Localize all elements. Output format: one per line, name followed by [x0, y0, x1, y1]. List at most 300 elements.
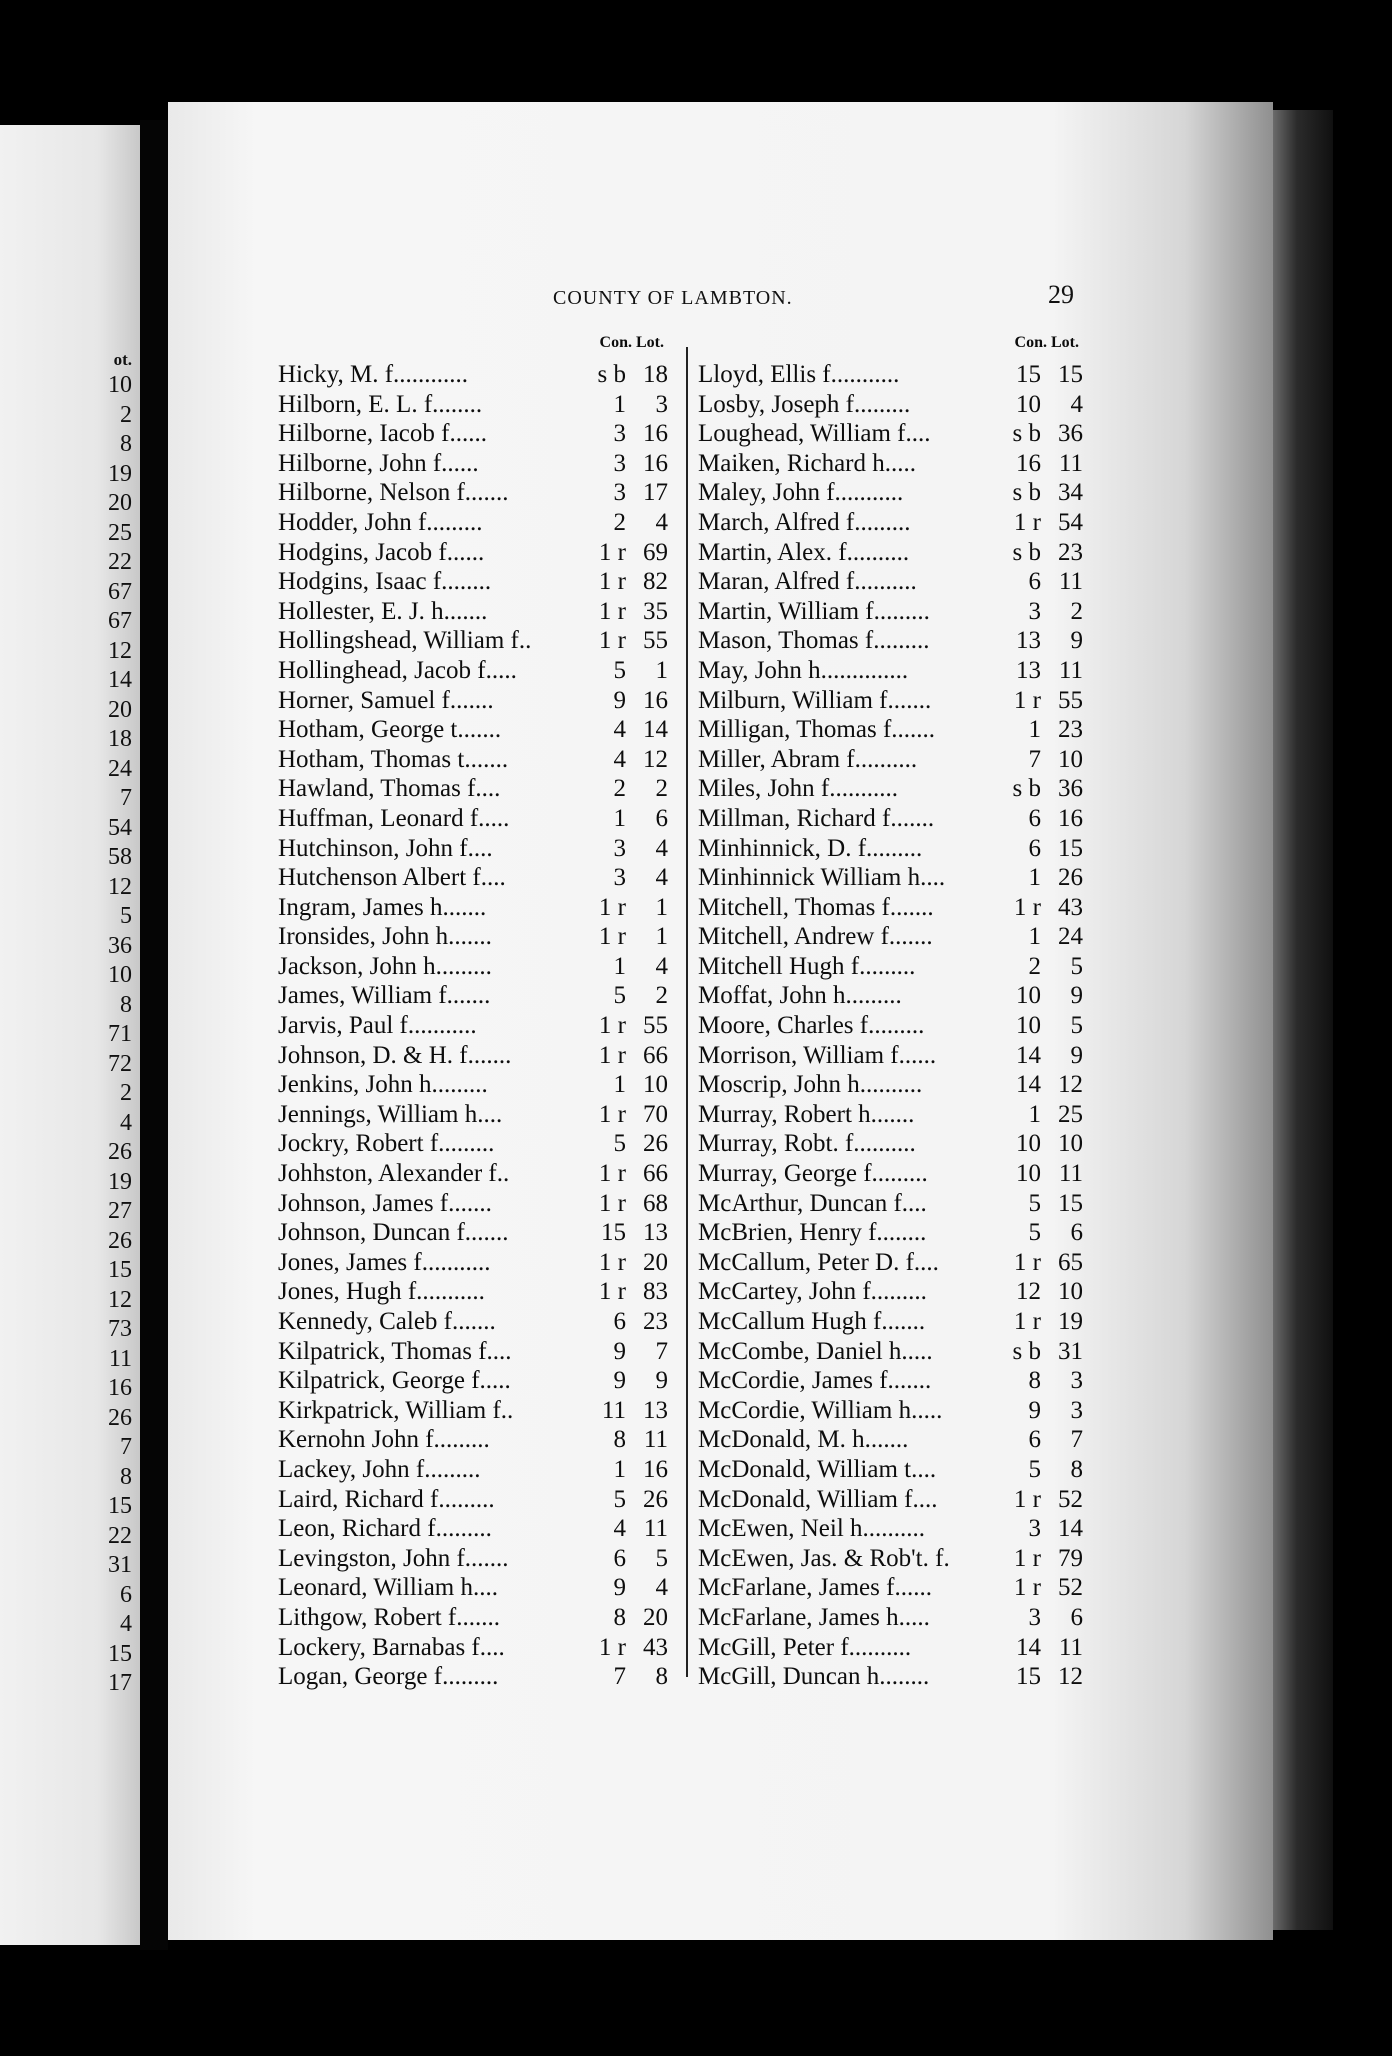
list-item	[698, 834, 1083, 864]
list-item	[278, 774, 668, 804]
entry-con: 6	[1028, 568, 1041, 596]
entry-name: McCordie, James f.......	[698, 1367, 932, 1395]
entry-name: Horner, Samuel f.......	[278, 686, 494, 714]
list-item	[278, 567, 668, 597]
entry-con: 2	[613, 508, 626, 536]
book-gutter	[140, 120, 168, 1950]
list-item	[698, 774, 1083, 804]
entry-con: 5	[613, 982, 626, 1010]
list-item	[698, 1662, 1083, 1692]
list-item	[698, 1041, 1083, 1071]
entry-name: Jockry, Robert f.........	[278, 1130, 495, 1158]
entry-con: 5	[613, 1130, 626, 1158]
entry-con: 1 r	[1013, 1544, 1041, 1572]
entry-lot: 3	[1070, 1396, 1083, 1424]
list-item	[278, 419, 668, 449]
entry-lot: 65	[1058, 1248, 1083, 1276]
entry-con: 6	[613, 1544, 626, 1572]
entry-lot: 16	[1058, 804, 1083, 832]
entry-con: 6	[613, 1308, 626, 1335]
entry-lot: 69	[643, 538, 668, 566]
facing-page-lot: 67	[108, 578, 132, 605]
entry-con: 13	[1016, 656, 1041, 684]
entry-con: 14	[1016, 1633, 1041, 1661]
entry-con: 15	[1016, 1663, 1041, 1691]
entry-lot: 9	[655, 1367, 668, 1395]
entry-name: McCallum Hugh f.......	[698, 1308, 926, 1335]
entry-con: 10	[1016, 1130, 1041, 1158]
facing-page-lot: 20	[108, 490, 132, 516]
entry-lot: 9	[1070, 627, 1083, 655]
entry-con: s b	[1012, 538, 1041, 566]
entry-con: 14	[1016, 1071, 1041, 1099]
entry-list	[698, 360, 1083, 1692]
entry-con: 10	[1016, 1160, 1041, 1188]
entry-lot: 14	[1058, 1515, 1083, 1543]
entry-con: 3	[613, 479, 626, 507]
entry-lot: 1	[655, 656, 668, 684]
entry-con: 1	[1028, 1100, 1041, 1128]
entry-con: 8	[1028, 1367, 1041, 1395]
entry-name: Martin, William f.........	[698, 597, 930, 625]
entry-con: 1 r	[598, 1633, 626, 1661]
entry-name: Jennings, William h....	[278, 1100, 503, 1128]
entry-name: Losby, Joseph f.........	[698, 390, 911, 418]
entry-name: Mitchell, Andrew f.......	[698, 923, 933, 951]
entry-lot: 20	[643, 1248, 668, 1276]
entry-con: 7	[1028, 745, 1041, 773]
entry-name: Moscrip, John h..........	[698, 1071, 923, 1099]
entry-name: McCallum, Peter D. f....	[698, 1248, 939, 1276]
list-item	[698, 1425, 1083, 1455]
list-item	[698, 1070, 1083, 1100]
entry-name: Martin, Alex. f..........	[698, 538, 910, 566]
entry-lot: 13	[643, 1219, 668, 1247]
list-item	[278, 1337, 668, 1367]
facing-page-lot: 8	[120, 1463, 132, 1490]
list-item	[278, 1218, 668, 1248]
list-item	[278, 1396, 668, 1426]
facing-page-lot: 4	[120, 1109, 132, 1136]
list-item	[278, 656, 668, 686]
entry-lot: 6	[655, 804, 668, 832]
entry-name: May, John h..............	[698, 656, 909, 684]
entry-con: 1 r	[598, 893, 626, 921]
entry-name: McFarlane, James h.....	[698, 1603, 930, 1631]
list-item	[698, 863, 1083, 893]
entry-name: Laird, Richard f.........	[278, 1485, 495, 1513]
list-item	[698, 449, 1083, 479]
entry-con: 1	[613, 1455, 626, 1483]
entry-con: 1 r	[1013, 508, 1041, 536]
list-item	[278, 597, 668, 627]
entry-lot: 19	[1058, 1308, 1083, 1335]
entry-lot: 31	[1058, 1337, 1083, 1365]
entry-name: Kirkpatrick, William f..	[278, 1396, 514, 1424]
entry-lot: 35	[643, 597, 668, 625]
entry-lot: 83	[643, 1278, 668, 1306]
entry-name: Lithgow, Robert f.......	[278, 1603, 500, 1631]
list-item	[698, 1633, 1083, 1663]
entry-name: McArthur, Duncan f....	[698, 1189, 927, 1217]
list-item	[278, 1603, 668, 1633]
entry-lot: 15	[1058, 1189, 1083, 1217]
list-item	[278, 1011, 668, 1041]
list-item	[278, 1366, 668, 1396]
entry-name: Milburn, William f.......	[698, 686, 932, 714]
entry-con: 1 r	[598, 568, 626, 596]
entry-con: 10	[1016, 982, 1041, 1010]
entry-con: 15	[601, 1219, 626, 1247]
list-item	[698, 538, 1083, 568]
entry-lot: 11	[1058, 656, 1083, 684]
list-item	[698, 1129, 1083, 1159]
entry-lot: 66	[643, 1160, 668, 1188]
entry-lot: 36	[1058, 775, 1083, 803]
running-head: COUNTY OF LAMBTON.	[553, 287, 793, 309]
entry-name: Moffat, John h.........	[698, 982, 902, 1010]
list-item	[698, 1337, 1083, 1367]
entry-lot: 2	[655, 775, 668, 803]
facing-page-lot: 12	[108, 873, 132, 900]
list-item	[698, 1011, 1083, 1041]
entry-con: 4	[613, 745, 626, 773]
list-item	[698, 1573, 1083, 1603]
entry-lot: 16	[643, 449, 668, 477]
entry-name: Jones, Hugh f...........	[278, 1278, 485, 1306]
entry-lot: 23	[1058, 716, 1083, 744]
entry-lot: 5	[655, 1544, 668, 1572]
list-item	[698, 1485, 1083, 1515]
entry-con: 6	[1028, 804, 1041, 832]
entry-name: Maley, John f...........	[698, 479, 904, 507]
list-item	[698, 508, 1083, 538]
entry-lot: 23	[1058, 538, 1083, 566]
entry-con: 2	[1028, 952, 1041, 980]
entry-lot: 11	[1058, 449, 1083, 477]
entry-name: Hollingshead, William f..	[278, 627, 532, 655]
list-item	[278, 1041, 668, 1071]
entry-name: Lockery, Barnabas f....	[278, 1633, 505, 1661]
entry-name: Miller, Abram f..........	[698, 745, 918, 773]
list-item	[278, 1514, 668, 1544]
entry-name: Jenkins, John h.........	[278, 1071, 488, 1099]
facing-page-lot: 20	[108, 696, 132, 723]
entry-lot: 12	[1058, 1663, 1083, 1691]
page-edge	[1273, 110, 1333, 1930]
entry-lot: 11	[1058, 1160, 1083, 1188]
entry-lot: 5	[1070, 952, 1083, 980]
entry-con: s b	[1012, 420, 1041, 448]
entry-lot: 16	[643, 420, 668, 448]
entry-name: Leon, Richard f.........	[278, 1515, 492, 1543]
list-item	[698, 1248, 1083, 1278]
facing-page-lot: 58	[108, 844, 132, 870]
entry-lot: 5	[1070, 1012, 1083, 1040]
entry-lot: 66	[643, 1041, 668, 1069]
entry-con: 1 r	[598, 538, 626, 566]
list-item	[278, 1662, 668, 1692]
entry-con: 1	[1028, 864, 1041, 892]
entry-con: 12	[1016, 1278, 1041, 1306]
facing-page-lot: 5	[120, 903, 132, 929]
entry-con: 9	[613, 1367, 626, 1395]
entry-name: Loughead, William f....	[698, 420, 931, 448]
entry-lot: 25	[1058, 1100, 1083, 1128]
entry-lot: 16	[643, 1455, 668, 1483]
entry-name: Hollester, E. J. h.......	[278, 597, 488, 625]
list-item	[278, 1277, 668, 1307]
list-item	[698, 893, 1083, 923]
facing-page-lot: 19	[108, 460, 132, 487]
entry-name: Minhinnick William h....	[698, 864, 946, 892]
entry-lot: 2	[655, 982, 668, 1010]
facing-page-lot: 16	[108, 1375, 132, 1401]
list-item	[278, 715, 668, 745]
entry-lot: 6	[1070, 1603, 1083, 1631]
list-item	[698, 567, 1083, 597]
entry-con: 4	[613, 716, 626, 744]
entry-lot: 52	[1058, 1574, 1083, 1602]
entry-name: McDonald, William f....	[698, 1485, 938, 1513]
list-item	[278, 1248, 668, 1278]
entry-lot: 55	[643, 1012, 668, 1040]
entry-name: Hilborne, Iacob f......	[278, 420, 487, 448]
entry-lot: 23	[643, 1308, 668, 1335]
entry-name: Logan, George f.........	[278, 1663, 499, 1691]
entry-lot: 70	[643, 1100, 668, 1128]
entry-lot: 7	[1070, 1426, 1083, 1454]
facing-page-lot: 10	[108, 962, 132, 988]
list-item	[278, 449, 668, 479]
entry-lot: 4	[655, 952, 668, 980]
entry-name: Jarvis, Paul f...........	[278, 1012, 477, 1040]
facing-page-lot: 14	[108, 667, 132, 693]
entry-name: James, William f.......	[278, 982, 491, 1010]
entry-con: 5	[613, 656, 626, 684]
entry-list	[278, 360, 668, 1692]
entry-name: Hotham, George t.......	[278, 716, 502, 744]
entry-name: Johnson, Duncan f.......	[278, 1219, 509, 1247]
entry-con: s b	[1012, 479, 1041, 507]
facing-page-lot: 11	[108, 1345, 132, 1372]
entry-lot: 26	[643, 1485, 668, 1513]
list-item	[698, 656, 1083, 686]
entry-lot: 3	[1070, 1367, 1083, 1395]
entry-con: 1	[613, 804, 626, 832]
entry-name: March, Alfred f.........	[698, 508, 911, 536]
entry-name: Hawland, Thomas f....	[278, 775, 501, 803]
entry-con: 5	[1028, 1189, 1041, 1217]
entry-name: McDonald, M. h.......	[698, 1426, 909, 1454]
entry-con: s b	[1012, 1337, 1041, 1365]
list-item	[278, 1129, 668, 1159]
entry-name: Jackson, John h.........	[278, 952, 492, 980]
entry-name: Ironsides, John h.......	[278, 923, 492, 951]
entry-name: Mitchell Hugh f.........	[698, 952, 916, 980]
entry-name: McGill, Duncan h........	[698, 1663, 930, 1691]
facing-page-lot: 22	[108, 549, 132, 575]
entry-lot: 11	[1058, 568, 1083, 596]
list-item	[278, 1307, 668, 1337]
entry-name: McCartey, John f.........	[698, 1278, 927, 1306]
list-item	[698, 1603, 1083, 1633]
list-item	[278, 1544, 668, 1574]
facing-page-header: ot.	[113, 350, 132, 369]
list-item	[278, 626, 668, 656]
page-number: 29	[1048, 280, 1074, 309]
facing-page-lot: 15	[108, 1493, 132, 1519]
entry-lot: 4	[1070, 390, 1083, 418]
entry-con: 1 r	[1013, 893, 1041, 921]
entry-con: 1 r	[1013, 1248, 1041, 1276]
entry-con: 3	[613, 420, 626, 448]
entry-name: McEwen, Jas. & Rob't. f.	[698, 1544, 950, 1572]
list-item	[698, 597, 1083, 627]
list-item	[278, 893, 668, 923]
entry-name: McCordie, William h.....	[698, 1396, 943, 1424]
entry-con: 5	[1028, 1219, 1041, 1247]
list-item	[698, 1277, 1083, 1307]
facing-page-lot: 26	[108, 1227, 132, 1254]
entry-con: 7	[613, 1663, 626, 1691]
list-item	[278, 478, 668, 508]
entry-con: 10	[1016, 1012, 1041, 1040]
list-item	[278, 1485, 668, 1515]
entry-name: Ingram, James h.......	[278, 893, 487, 921]
list-item	[278, 745, 668, 775]
entry-con: 16	[1016, 449, 1041, 477]
list-item	[698, 981, 1083, 1011]
entry-name: Miles, John f...........	[698, 775, 898, 803]
list-item	[278, 360, 668, 390]
entry-con: 1 r	[1013, 1485, 1041, 1513]
facing-page	[0, 125, 140, 1945]
entry-name: Hollinghead, Jacob f.....	[278, 656, 517, 684]
entry-con: 1 r	[598, 1160, 626, 1188]
list-item	[278, 1633, 668, 1663]
entry-lot: 8	[1070, 1455, 1083, 1483]
facing-page-lot: 31	[108, 1552, 132, 1578]
entry-name: Kernohn John f.........	[278, 1426, 490, 1454]
facing-page-lot: 7	[120, 1434, 132, 1460]
entry-con: 6	[1028, 1426, 1041, 1454]
entry-lot: 10	[1058, 1130, 1083, 1158]
entry-name: McBrien, Henry f........	[698, 1219, 927, 1247]
facing-page-lot-column	[92, 345, 132, 1699]
facing-page-lot: 12	[108, 637, 132, 664]
facing-page-lot: 2	[120, 401, 132, 428]
facing-page-lot: 36	[108, 932, 132, 959]
list-item	[698, 1544, 1083, 1574]
list-item	[278, 863, 668, 893]
column-divider	[686, 347, 688, 1677]
list-item	[278, 922, 668, 952]
entry-con: 9	[613, 1574, 626, 1602]
entry-con: 1 r	[598, 1012, 626, 1040]
facing-page-lot: 10	[108, 372, 132, 398]
entry-name: Lackey, John f.........	[278, 1455, 481, 1483]
entry-name: Moore, Charles f.........	[698, 1012, 925, 1040]
entry-name: Minhinnick, D. f.........	[698, 834, 923, 862]
facing-page-lot: 18	[108, 726, 132, 752]
entry-lot: 16	[643, 686, 668, 714]
entry-lot: 82	[643, 568, 668, 596]
column-header: Con. Lot.	[1014, 334, 1079, 351]
entry-lot: 13	[643, 1396, 668, 1424]
entry-con: 1	[613, 390, 626, 418]
list-item	[278, 1455, 668, 1485]
list-item	[698, 1514, 1083, 1544]
list-item	[278, 1159, 668, 1189]
list-item	[278, 686, 668, 716]
entry-lot: 9	[1070, 982, 1083, 1010]
entry-con: 1 r	[1013, 686, 1041, 714]
entry-con: 6	[1028, 834, 1041, 862]
entry-lot: 43	[643, 1633, 668, 1661]
column-right	[698, 334, 1083, 1692]
facing-page-lot: 15	[108, 1257, 132, 1283]
facing-page-lot: 8	[120, 431, 132, 457]
facing-page-lot: 67	[108, 608, 132, 634]
facing-page-lot: 26	[108, 1404, 132, 1431]
entry-name: Kilpatrick, Thomas f....	[278, 1337, 512, 1365]
list-item	[698, 360, 1083, 390]
list-item	[278, 981, 668, 1011]
list-item	[278, 508, 668, 538]
entry-name: Hodder, John f.........	[278, 508, 483, 536]
entry-con: 1	[1028, 923, 1041, 951]
entry-con: 3	[613, 834, 626, 862]
facing-page-lot: 22	[108, 1522, 132, 1549]
facing-page-lot: 4	[120, 1611, 132, 1637]
entry-con: 8	[613, 1603, 626, 1631]
list-item	[278, 1189, 668, 1219]
list-item	[698, 1396, 1083, 1426]
entry-lot: 2	[1070, 597, 1083, 625]
list-item	[698, 1218, 1083, 1248]
list-item	[698, 715, 1083, 745]
entry-lot: 1	[655, 923, 668, 951]
entry-name: Johnson, James f.......	[278, 1189, 492, 1217]
entry-con: 1 r	[598, 1189, 626, 1217]
entry-lot: 11	[643, 1515, 668, 1543]
entry-lot: 26	[643, 1130, 668, 1158]
entry-con: s b	[597, 361, 626, 388]
entry-name: Hotham, Thomas t.......	[278, 745, 509, 773]
entry-lot: 4	[655, 1574, 668, 1602]
entry-lot: 10	[643, 1071, 668, 1099]
entry-lot: 24	[1058, 923, 1083, 951]
entry-name: Huffman, Leonard f.....	[278, 804, 510, 832]
entry-name: Morrison, William f......	[698, 1041, 937, 1069]
entry-con: 3	[613, 449, 626, 477]
entry-lot: 1	[655, 893, 668, 921]
entry-lot: 52	[1058, 1485, 1083, 1513]
facing-page-lot: 8	[120, 991, 132, 1018]
facing-page-lot: 15	[108, 1640, 132, 1667]
entry-con: 5	[613, 1485, 626, 1513]
entry-lot: 8	[655, 1663, 668, 1691]
list-item	[698, 1366, 1083, 1396]
facing-page-lot: 19	[108, 1168, 132, 1195]
entry-name: Kilpatrick, George f.....	[278, 1367, 511, 1395]
entry-name: Murray, Robert h.......	[698, 1100, 915, 1128]
list-item	[278, 804, 668, 834]
list-item	[698, 1159, 1083, 1189]
entry-name: Maran, Alfred f..........	[698, 568, 917, 596]
entry-lot: 10	[1058, 1278, 1083, 1306]
